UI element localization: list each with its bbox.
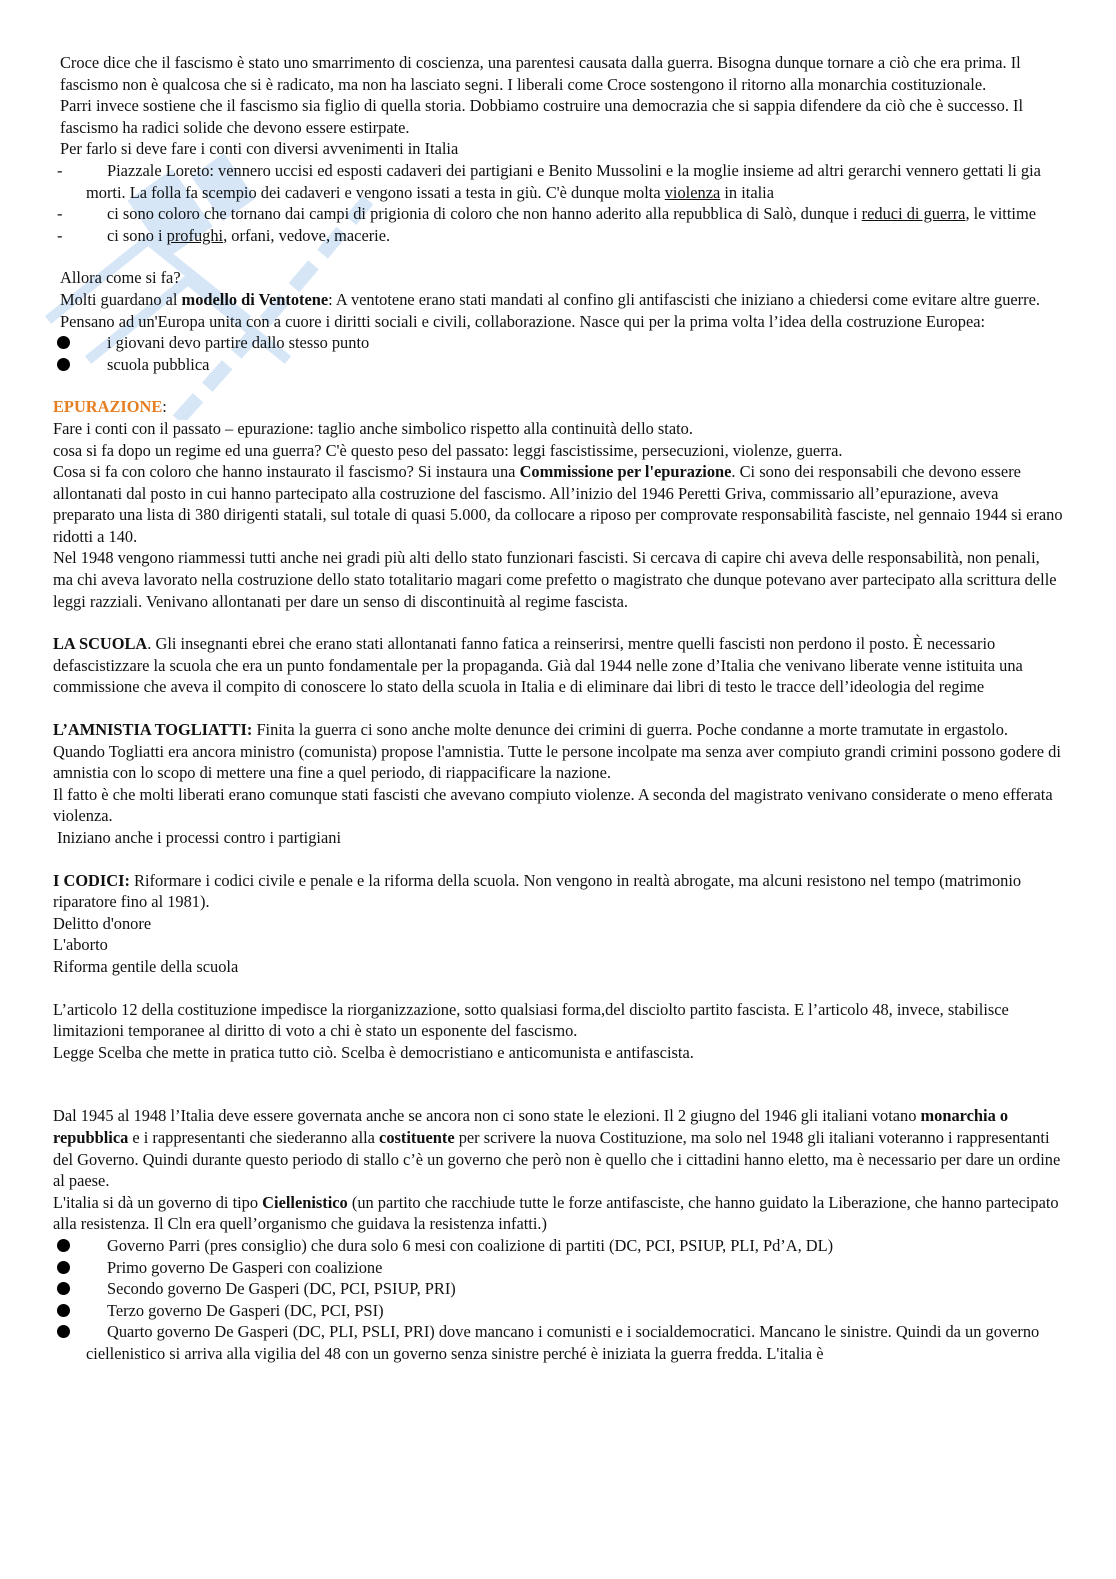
paragraph: Nel 1948 vengono riammessi tutti anche nei gradi più alti dello stato funzionari fascisti. Si cercava di capire chi aveva delle responsabilità, non penali, ma chi aveva lavorato nella costruzione dello stato totalitario magari come prefetto o magistrato che dunque potevano aver partecipato alla scrittura delle leggi razziali. Venivano allontanati per dare un senso di discontinuità al regime fascista. — [53, 548, 1057, 611]
bullet-icon — [57, 1304, 70, 1317]
paragraph: Croce dice che il fascismo è stato uno smarrimento di coscienza, una parentesi causata dalla guerra. Bisogna dunque tornare a ciò che era prima. Il fascismo non è qualcosa che si è radicato, ma non ha lasciato segni. I liberali come Croce sostengono il ritorno alla monarchia costituzionale. — [60, 53, 1021, 94]
paragraph: Il fatto è che molti liberati erano comunque stati fascisti che avevano compiuto violenze. A seconda del magistrato venivano considerate o meno efferata violenza. — [53, 784, 1053, 826]
list-item — [53, 332, 1063, 354]
dash-marker: - — [57, 204, 63, 224]
paragraph — [53, 289, 1063, 332]
text: . Gli insegnanti ebrei che erano stati allontanati fanno fatica a reinserirsi, mentre quelli fascisti non perdono il posto. È necessario defascistizzare la scuola che era un punto fondamentale per la propaganda. Già dal 1944 nelle zone d’Italia che venivano liberate venne istituita una commissione che aveva il compito di conoscere lo stato della scuola in Italia e di eliminare dai libri di testo le tracce dell’ideologia del regime — [53, 634, 1023, 697]
list-item — [53, 160, 1063, 203]
text: Riformare i codici civile e penale e la riforma della scuola. Non vengono in realtà abrogate, ma alcuni resistono nel tempo (matrimonio riparatore fino al 1981). — [53, 870, 1022, 912]
underlined-text: profughi — [166, 225, 224, 245]
list-item-text: scuola pubblica — [107, 354, 210, 374]
paragraph — [53, 1105, 1063, 1191]
text: Molti guardano al — [60, 289, 182, 309]
list-item — [53, 354, 1063, 376]
list-item — [53, 1278, 1063, 1300]
list-item-text: ci sono i — [107, 225, 167, 245]
paragraph: Iniziano anche i processi contro i partigiani — [57, 828, 342, 847]
bullet-icon — [57, 1325, 70, 1338]
line: L'aborto — [53, 935, 108, 955]
dash-marker: - — [57, 160, 63, 180]
paragraph — [53, 719, 1063, 784]
text: per scrivere la nuova Costituzione, ma solo nel 1948 gli italiani voteranno i rappresentanti del Governo. Quindi durante questo periodo di stallo c’è un governo che però non è quello che i cittadini hanno eletto, ma è necessario per dare un ordine al paese. — [53, 1127, 1061, 1191]
list-item-text: in italia — [720, 182, 774, 202]
underlined-text: reduci di guerra — [861, 204, 966, 224]
list-item-text: Terzo governo De Gasperi (DC, PCI, PSI) — [107, 1300, 384, 1320]
paragraph — [53, 633, 1063, 698]
bullet-icon — [57, 1282, 70, 1295]
heading-codici: I CODICI: — [53, 870, 130, 890]
heading-epurazione: EPURAZIONE — [53, 397, 163, 417]
text: . Ci sono dei responsabili che devono essere allontanati dal posto in cui hanno partecipato alla costruzione del fascismo. All’inizio del 1946 Peretti Griva, commissario all’epurazione, aveva preparato una lista di 380 dirigenti statali, sul totale di quasi 5.000, da collocare a riposo per comprovate responsabilità fasciste, nel gennaio 1944 si erano ridotti a 140. — [53, 462, 1063, 546]
list-item — [53, 225, 1063, 247]
text: L'italia si dà un governo di tipo — [53, 1192, 263, 1212]
paragraph — [53, 1192, 1063, 1235]
list-item — [53, 1257, 1063, 1279]
paragraph: Fare i conti con il passato – epurazione: taglio anche simbolico rispetto alla continuità dello stato. — [53, 418, 693, 438]
list-item-text: ci sono coloro che tornano dai campi di prigionia di coloro che non hanno aderito alla repubblica di Salò, dunque i — [107, 204, 862, 224]
bold-text: Commissione per l'epurazione — [519, 462, 732, 482]
bullet-icon — [57, 1239, 70, 1252]
document-body — [53, 52, 1063, 1364]
text: (un partito che racchiude tutte le forze antifasciste, che hanno guidato la Liberazione, che hanno partecipato alla resistenza. Il Cln era quell’organismo che guidava la resistenza infatti.) — [53, 1192, 1059, 1234]
line: Riforma gentile della scuola — [53, 956, 239, 976]
bullet-icon — [57, 336, 70, 349]
list-item-text: Piazzale Loreto: vennero uccisi ed esposti cadaveri dei partigiani e Benito Mussolini e la moglie insieme ad altri gerarchi vennero gettati li gia morti. La folla fa scempio dei cadaveri e vengono issati a testa in giù. C'è dunque molta — [86, 160, 1041, 202]
bold-text: Ciellenistico — [262, 1192, 348, 1212]
paragraph: Per farlo si deve fare i conti con diversi avvenimenti in Italia — [60, 139, 459, 159]
paragraph — [53, 461, 1063, 547]
line: Delitto d'onore — [53, 913, 152, 933]
bold-text: modello di Ventotene — [181, 289, 329, 309]
paragraph: Allora come si fa? — [60, 268, 181, 288]
text: e i rappresentanti che siederanno alla — [128, 1127, 380, 1147]
paragraph: L’articolo 12 della costituzione impedisce la riorganizzazione, sotto qualsiasi forma,del disciolto partito fascista. E l’articolo 48, invece, stabilisce limitazioni temporanee al diritto di voto a chi è stato un esponente del fascismo. — [53, 999, 1009, 1041]
list-item-text: Governo Parri (pres consiglio) che dura solo 6 mesi con coalizione di partiti (DC, PCI, PSIUP, PLI, Pd’A, DL) — [107, 1235, 834, 1255]
dash-marker: - — [57, 225, 63, 245]
list-item — [53, 203, 1063, 225]
section-heading — [53, 396, 1063, 418]
paragraph: cosa si fa dopo un regime ed una guerra? C'è questo peso del passato: leggi fascistissime, persecuzioni, violenze, guerra. — [53, 440, 843, 460]
heading-scuola: LA SCUOLA — [53, 634, 148, 654]
text: Dal 1945 al 1948 l’Italia deve essere governata anche se ancora non ci sono state le elezioni. Il 2 giugno del 1946 gli italiani votano — [53, 1106, 921, 1126]
list-item-text: , le vittime — [965, 204, 1036, 224]
heading-amnistia: L’AMNISTIA TOGLIATTI: — [53, 720, 253, 740]
list-item-text: Secondo governo De Gasperi (DC, PCI, PSIUP, PRI) — [107, 1279, 456, 1299]
bullet-icon — [57, 1261, 70, 1274]
bold-text: costituente — [379, 1127, 455, 1147]
list-item-text: Primo governo De Gasperi con coalizione — [107, 1257, 383, 1277]
list-item — [53, 1321, 1063, 1364]
underlined-text: violenza — [664, 182, 721, 202]
text: : A ventotene erano stati mandati al confino gli antifascisti che iniziano a chiedersi come evitare altre guerre. Pensano ad un'Europa unita con a cuore i diritti sociali e civili, collaborazione. Nasce qui per la prima volta l’idea della costruzione Europea: — [60, 289, 1040, 331]
bullet-icon — [57, 358, 70, 371]
list-item — [53, 1300, 1063, 1322]
list-item-text: i giovani devo partire dallo stesso punto — [107, 333, 370, 353]
list-item — [53, 1235, 1063, 1257]
paragraph — [53, 870, 1063, 913]
text: Cosa si fa con coloro che hanno instaurato il fascismo? Si instaura una — [53, 462, 520, 482]
text: Finita la guerra ci sono anche molte denunce dei crimini di guerra. Poche condanne a morte tramutate in ergastolo. Quando Togliatti era ancora ministro (comunista) propose l'amnistia. Tutte le persone incolpate ma senza aver compiuto grandi crimini possono godere di amnistia con lo scopo di mettere una fine a quel periodo, di riappacificare la nazione. — [53, 720, 1061, 783]
list-item-text: , orfani, vedove, macerie. — [223, 225, 391, 245]
list-item-text: Quarto governo De Gasperi (DC, PLI, PSLI, PRI) dove mancano i comunisti e i socialdemocratici. Mancano le sinistre. Quindi da un governo ciellenistico si arriva alla vigilia del 48 con un governo senza sinistre perché è iniziata la guerra fredda. L'italia è — [86, 1322, 1040, 1363]
paragraph: Parri invece sostiene che il fascismo sia figlio di quella storia. Dobbiamo costruire una democrazia che si sappia difendere da ciò che è successo. Il fascismo ha radici solide che devono essere estirpate. — [60, 96, 1024, 137]
bold-text: monarchia o repubblica — [53, 1106, 1009, 1147]
text: : — [162, 397, 167, 417]
paragraph: Legge Scelba che mette in pratica tutto ciò. Scelba è democristiano e anticomunista e antifascista. — [53, 1042, 694, 1062]
